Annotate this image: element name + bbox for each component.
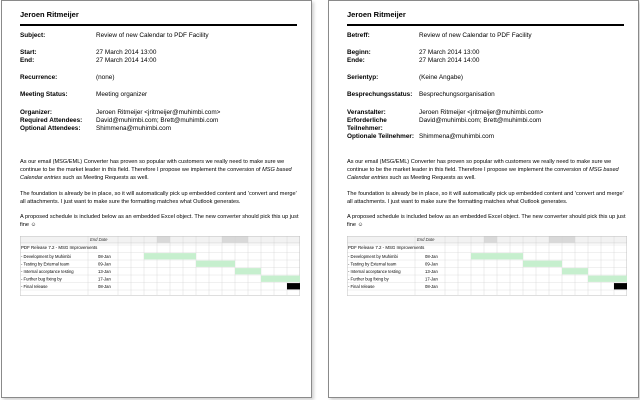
body-paragraph-1-end: such as Meeting Requests as well. bbox=[61, 175, 149, 181]
schedule-task-name: - Development by Muhimbi bbox=[348, 253, 398, 259]
field-label-required-attendees: Required Attendees: bbox=[20, 117, 83, 124]
field-value-erforderliche-teilnehmer: David@muhimbi.com; Brett@muhimbi.com bbox=[419, 117, 542, 124]
schedule-task-bar bbox=[588, 276, 627, 282]
header-rule bbox=[20, 24, 297, 26]
field-label-beginn: Beginn: bbox=[347, 49, 371, 56]
field-value-optionale-teilnehmer: Shimmena@muhimbi.com bbox=[419, 133, 495, 140]
schedule-task-end-date: 08-Jan bbox=[98, 283, 111, 289]
field-value-end: 27 March 2014 14:00 bbox=[96, 57, 157, 64]
schedule-task-name: - Testing by External team bbox=[21, 261, 70, 267]
field-label-serientyp: Serientyp: bbox=[347, 74, 379, 81]
body-paragraph-1-start: As our email (MSG/EML) Converter has proven so popular with customers we really need to make sure we continue to be the market leader in this field. Therefore I propose we implement the conversion of bbox=[20, 159, 285, 173]
field-label-meeting-status: Meeting Status: bbox=[20, 91, 68, 98]
schedule-task-name: - Further bug fixing by bbox=[21, 276, 62, 282]
schedule-task-name: - Internal acceptance testing bbox=[348, 268, 401, 274]
field-label-besprechungsstatus: Besprechungsstatus: bbox=[347, 91, 413, 98]
field-value-beginn: 27 March 2014 13:00 bbox=[419, 49, 480, 56]
schedule-header-label: End Date bbox=[417, 237, 435, 242]
schedule-task-name: - Development by Muhimbi bbox=[21, 253, 71, 259]
schedule-task-end-date: 08-Jan bbox=[425, 253, 438, 259]
schedule-task-end-date: 08-Jan bbox=[98, 253, 111, 259]
field-value-veranstalter: Jeroen Ritmeijer <jritmeijer@muhimbi.com> bbox=[419, 109, 544, 116]
field-label-start: Start: bbox=[20, 49, 37, 56]
page-german bbox=[328, 0, 639, 398]
schedule-task-bar bbox=[261, 276, 300, 282]
body-paragraph-1-start: As our email (MSG/EML) Converter has proven so popular with customers we really need to make sure we continue to be the market leader in this field. Therefore I propose we implement the conversion of bbox=[347, 159, 612, 173]
schedule-milestone-bar bbox=[287, 283, 300, 289]
field-label-veranstalter: Veranstalter: bbox=[347, 109, 386, 116]
schedule-task-end-date: 17-Jan bbox=[425, 276, 438, 282]
schedule-grid bbox=[347, 236, 627, 296]
field-value-serientyp: (Keine Angabe) bbox=[419, 74, 464, 81]
schedule-section-title: PDF Release 7.2 - MSG Improvements bbox=[21, 245, 98, 250]
schedule-section-title: PDF Release 7.2 - MSG Improvements bbox=[348, 245, 425, 250]
field-label-end: End: bbox=[20, 57, 35, 64]
schedule-task-end-date: 13-Jan bbox=[425, 268, 438, 274]
field-label-optional-attendees: Optional Attendees: bbox=[20, 125, 81, 132]
schedule-task-bar bbox=[471, 253, 523, 259]
field-value-recurrence: (none) bbox=[96, 74, 115, 81]
body-paragraph-1 bbox=[20, 158, 300, 182]
field-label-recurrence: Recurrence: bbox=[20, 74, 58, 81]
header-rule bbox=[347, 24, 624, 26]
schedule-task-name: - Internal acceptance testing bbox=[21, 268, 74, 274]
field-label-organizer: Organizer: bbox=[20, 109, 52, 116]
field-label-ende: Ende: bbox=[347, 57, 365, 64]
sender-name: Jeroen Ritmeijer bbox=[20, 10, 79, 19]
field-value-meeting-status: Meeting organizer bbox=[96, 91, 148, 98]
schedule-task-end-date: 09-Jan bbox=[425, 261, 438, 267]
field-label-optionale-teilnehmer: Optionale Teilnehmer: bbox=[347, 133, 414, 140]
sender-name: Jeroen Ritmeijer bbox=[347, 10, 406, 19]
schedule-milestone-bar bbox=[614, 283, 627, 289]
schedule-task-bar bbox=[144, 253, 196, 259]
schedule-header-label: End Date bbox=[90, 237, 108, 242]
schedule-task-end-date: 17-Jan bbox=[98, 276, 111, 282]
schedule-grid bbox=[20, 236, 300, 296]
schedule-task-name: - Testing by External team bbox=[348, 261, 397, 267]
body-paragraph-1 bbox=[347, 158, 627, 182]
body-paragraph-2: The foundation is already be in place, so it will automatically pick up embedded content and 'convert and merge' all attachments. I just want to make sure the formatting matches what Outlook generates. bbox=[347, 191, 624, 205]
schedule-gantt-embed bbox=[20, 236, 300, 296]
field-value-start: 27 March 2014 13:00 bbox=[96, 49, 157, 56]
schedule-task-end-date: 13-Jan bbox=[98, 268, 111, 274]
schedule-task-bar bbox=[235, 268, 261, 274]
schedule-task-name: - Final release bbox=[21, 283, 48, 289]
field-label-subject: Subject: bbox=[20, 32, 46, 39]
body-paragraph-2: The foundation is already be in place, so it will automatically pick up embedded content and 'convert and merge' all attachments. I just want to make sure the formatting matches what Outlook generates. bbox=[20, 191, 297, 205]
schedule-task-bar bbox=[523, 261, 562, 267]
body-paragraph-1-emphasis: MSG based Calendar entries bbox=[347, 167, 619, 181]
body-paragraph-3: A proposed schedule is included below as an embedded Excel object. The new converter should pick this up just fine ☺ bbox=[20, 214, 299, 228]
body-paragraph-1-emphasis: MSG based Calendar entries bbox=[20, 167, 292, 181]
body-paragraph-1-end: such as Meeting Requests as well. bbox=[388, 175, 476, 181]
schedule-task-name: - Final release bbox=[348, 283, 375, 289]
field-value-besprechungsstatus: Besprechungsorganisation bbox=[419, 91, 495, 98]
field-value-ende: 27 March 2014 14:00 bbox=[419, 57, 480, 64]
schedule-gantt-embed bbox=[347, 236, 627, 296]
field-label-erforderliche-teilnehmer: Erforderliche Teilnehmer: bbox=[347, 117, 387, 132]
schedule-task-bar bbox=[562, 268, 588, 274]
field-value-organizer: Jeroen Ritmeijer <jritmeijer@muhimbi.com> bbox=[96, 109, 221, 116]
field-value-required-attendees: David@muhimbi.com; Brett@muhimbi.com bbox=[96, 117, 219, 124]
body-paragraph-3: A proposed schedule is included below as an embedded Excel object. The new converter should pick this up just fine ☺ bbox=[347, 214, 626, 228]
schedule-task-name: - Further bug fixing by bbox=[348, 276, 389, 282]
field-value-subject: Review of new Calendar to PDF Facility bbox=[96, 32, 209, 39]
page-english bbox=[1, 0, 312, 398]
field-value-optional-attendees: Shimmena@muhimbi.com bbox=[96, 125, 172, 132]
schedule-task-end-date: 08-Jan bbox=[425, 283, 438, 289]
schedule-task-end-date: 09-Jan bbox=[98, 261, 111, 267]
field-label-betreff: Betreff: bbox=[347, 32, 370, 39]
field-value-betreff: Review of new Calendar to PDF Facility bbox=[419, 32, 532, 39]
schedule-task-bar bbox=[196, 261, 235, 267]
